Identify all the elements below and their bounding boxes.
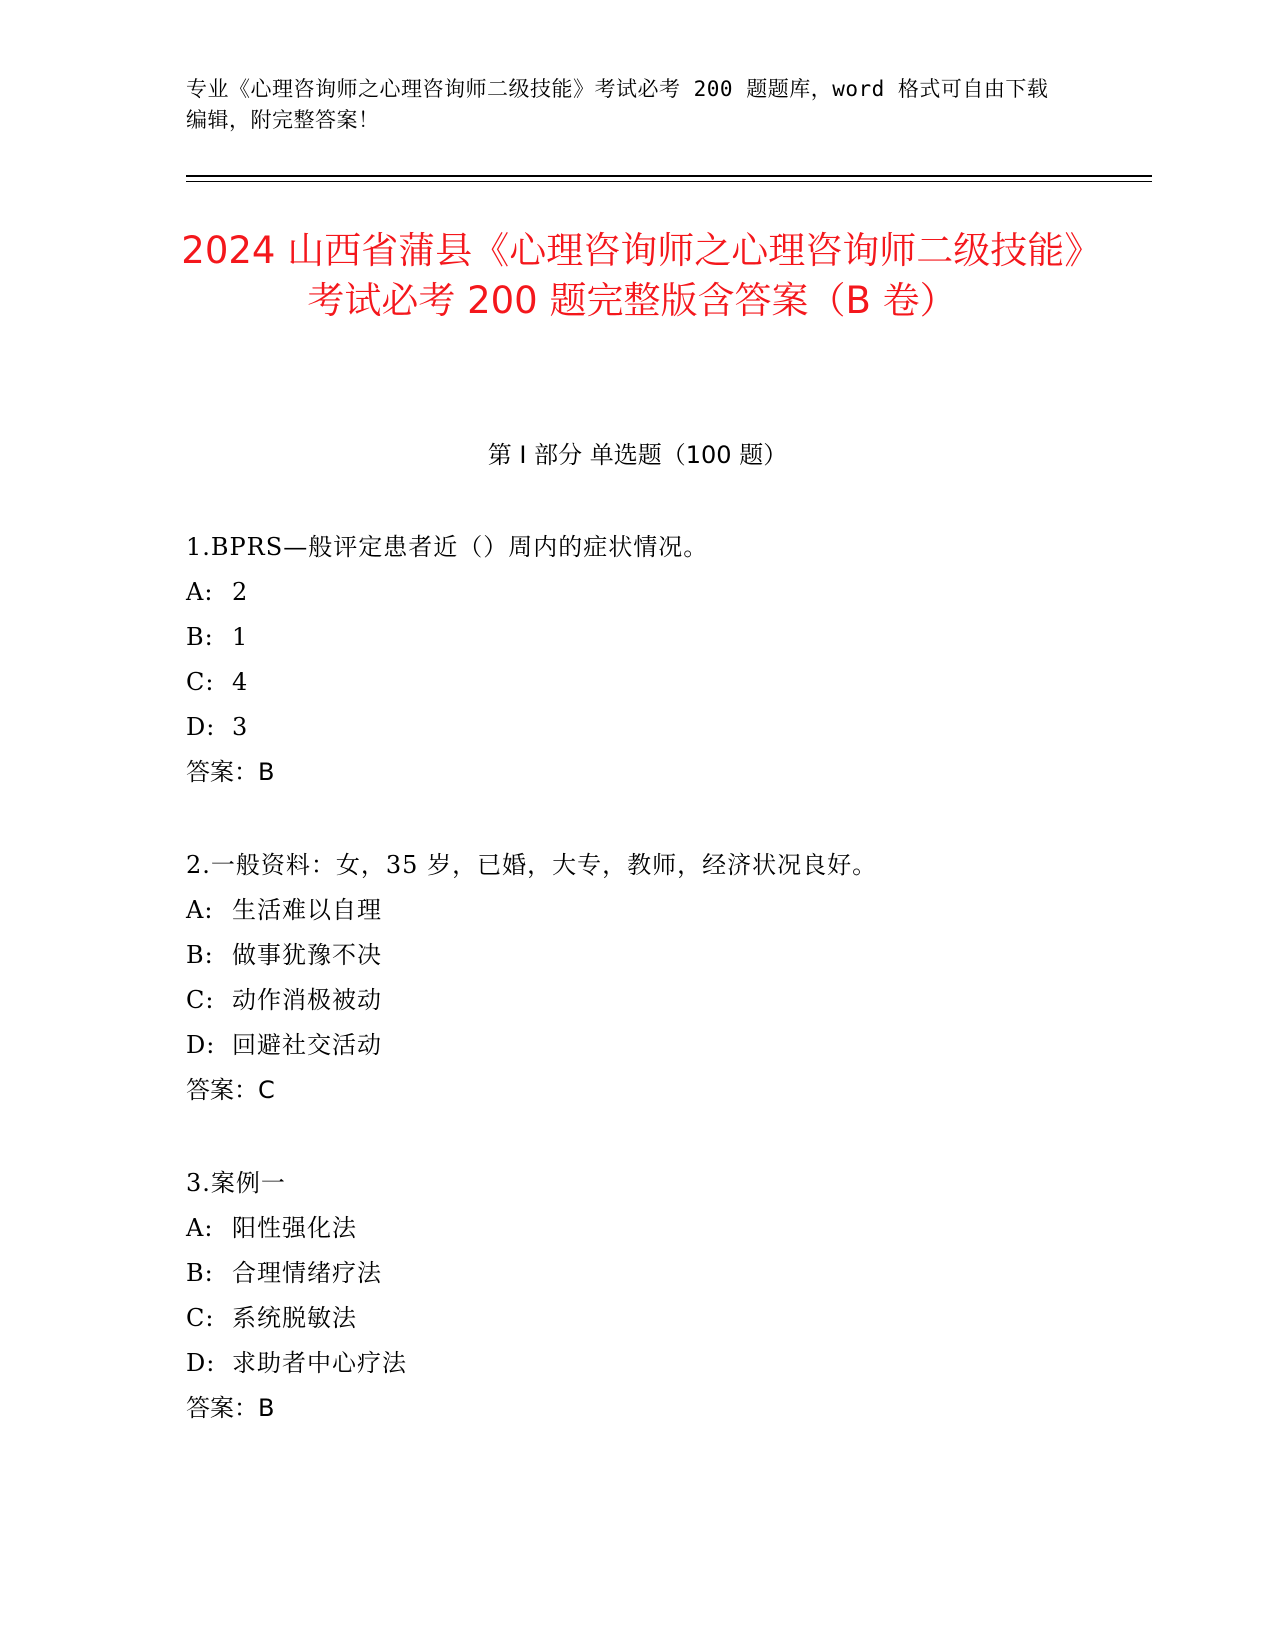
question-stem: 1.BPRS—般评定患者近（）周内的症状情况。 bbox=[186, 533, 709, 561]
option-text: 生活难以自理 bbox=[232, 896, 382, 924]
header-note: 专业《心理咨询师之心理咨询师二级技能》考试必考 200 题题库，word 格式可自由下载编辑，附完整答案！ bbox=[186, 77, 1049, 132]
option-text: 4 bbox=[232, 668, 249, 696]
option-c bbox=[186, 1296, 1146, 1341]
option-d bbox=[186, 705, 1146, 750]
option-letter: D: bbox=[186, 1031, 216, 1059]
option-d bbox=[186, 1023, 1146, 1068]
question-list bbox=[186, 525, 1146, 1479]
option-b bbox=[186, 615, 1146, 660]
option-letter: B: bbox=[186, 1259, 214, 1287]
option-letter: A: bbox=[186, 896, 214, 924]
question-stem: 2.一般资料：女，35 岁，已婚，大专，教师，经济状况良好。 bbox=[186, 851, 878, 879]
option-text: 阳性强化法 bbox=[232, 1214, 357, 1242]
option-text: 合理情绪疗法 bbox=[232, 1259, 382, 1287]
option-a bbox=[186, 1206, 1146, 1251]
option-letter: B: bbox=[186, 623, 214, 651]
question-3 bbox=[186, 1161, 1146, 1431]
option-letter: D: bbox=[186, 713, 216, 741]
header-rule-thin bbox=[186, 181, 1152, 182]
option-letter: C: bbox=[186, 986, 215, 1014]
question-stem: 3.案例一 bbox=[186, 1169, 286, 1197]
option-a bbox=[186, 888, 1146, 933]
option-text: 2 bbox=[232, 578, 249, 606]
option-text: 系统脱敏法 bbox=[232, 1304, 357, 1332]
option-text: 求助者中心疗法 bbox=[232, 1349, 407, 1377]
question-1 bbox=[186, 525, 1146, 795]
option-c bbox=[186, 978, 1146, 1023]
option-text: 3 bbox=[232, 713, 249, 741]
option-a bbox=[186, 570, 1146, 615]
option-b bbox=[186, 1251, 1146, 1296]
answer-line: 答案：C bbox=[186, 1076, 275, 1104]
option-letter: A: bbox=[186, 578, 214, 606]
answer-line: 答案：B bbox=[186, 1394, 275, 1422]
option-d bbox=[186, 1341, 1146, 1386]
option-b bbox=[186, 933, 1146, 978]
answer-line: 答案：B bbox=[186, 758, 275, 786]
section-heading: 第 I 部分 单选题（100 题） bbox=[487, 441, 788, 469]
header-rule-thick bbox=[186, 175, 1152, 177]
option-text: 动作消极被动 bbox=[232, 986, 382, 1014]
option-letter: C: bbox=[186, 668, 215, 696]
option-letter: D: bbox=[186, 1349, 216, 1377]
document-title: 2024 山西省蒲县《心理咨询师之心理咨询师二级技能》考试必考 200 题完整版含答案（B 卷） bbox=[181, 229, 1083, 322]
option-text: 做事犹豫不决 bbox=[232, 941, 382, 969]
option-text: 1 bbox=[232, 623, 249, 651]
option-c bbox=[186, 660, 1146, 705]
option-letter: A: bbox=[186, 1214, 214, 1242]
option-letter: B: bbox=[186, 941, 214, 969]
option-letter: C: bbox=[186, 1304, 215, 1332]
question-2 bbox=[186, 843, 1146, 1113]
option-text: 回避社交活动 bbox=[232, 1031, 382, 1059]
